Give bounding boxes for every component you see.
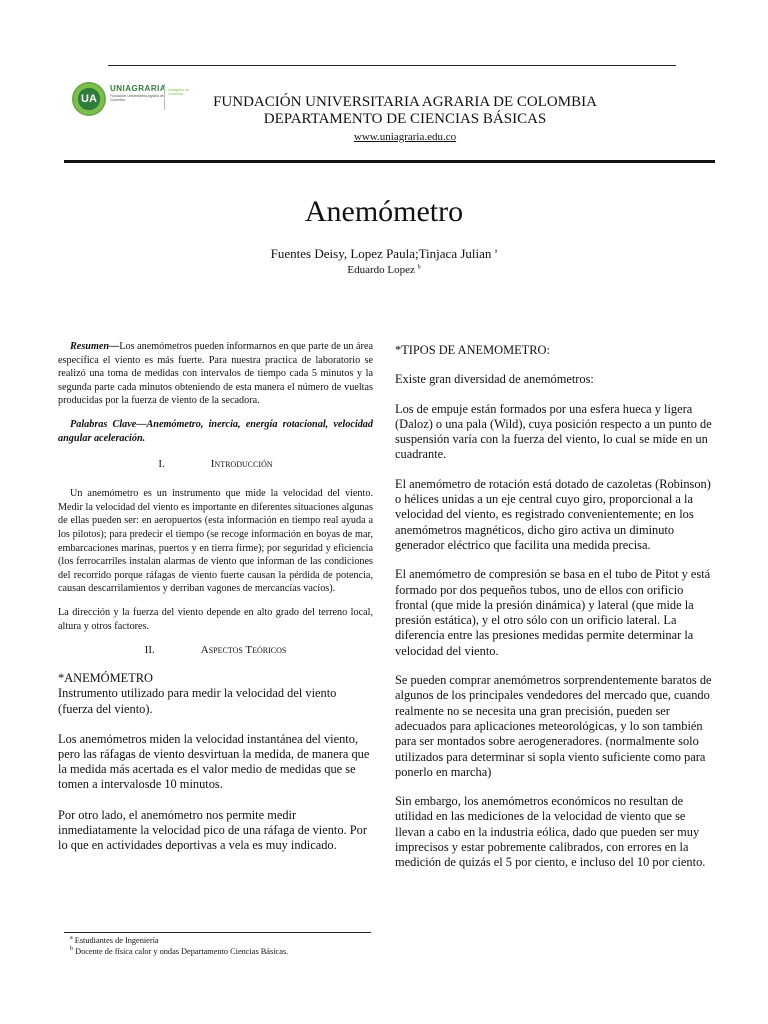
anemometro-definition: Instrumento utilizado para medir la velocidad del viento (fuerza del viento). xyxy=(58,686,337,716)
logo-emblem: UA xyxy=(72,82,106,116)
authors-line-1 xyxy=(0,246,768,262)
authors-teacher: Eduardo Lopez xyxy=(347,264,415,276)
top-rule xyxy=(108,65,676,66)
abstract xyxy=(58,340,373,408)
uniagraria-logo-icon xyxy=(66,70,198,132)
anemometro-paragraph-3: Por otro lado, el anemómetro nos permite medir inmediatamente la velocidad pico de una ráfaga de viento. Por lo que en actividades deportivas a vela es muy indicado. xyxy=(58,807,367,852)
author-mark-b: b xyxy=(417,264,421,271)
tipos-paragraph-2: Los de empuje están formados por una esfera hueca y ligera (Daloz) o una pala (Wild), cuya posición respecto a un punto de suspensión varía con la fuerza del viento, lo cual se mide en un cuadrante. xyxy=(395,401,712,462)
intro-paragraph-2: La dirección y la fuerza del viento depende en alto grado del terreno local, altura y otros factores. xyxy=(58,606,373,632)
abstract-label: Resumen— xyxy=(70,341,120,352)
footnote-rule xyxy=(64,932,371,933)
footnote-a: $^a$ Estudiantes de Ingeniería xyxy=(70,935,159,945)
footnote-b: $^b$ Docente de física calor y ondas Departamento Ciencias Básicas. xyxy=(70,946,289,956)
authors-students: Fuentes Deisy, Lopez Paula;Tinjaca Julian xyxy=(270,246,492,261)
tipos-paragraph-5: Se pueden comprar anemómetros sorprendentemente baratos de algunos de los principales vendedores del mercado que, cuando realmente no se necesita una gran precisión, pueden ser adecuados para aplicaciones meteorológicas, y lo son también para ser montados sobre aerogeneradores. (normalmente solo utilizados para determinar si sopla viento suficiente como para ponerlo en marcha) xyxy=(395,673,712,779)
section-heading-introduccion: I. Introducción xyxy=(158,458,273,471)
header-rule xyxy=(64,160,715,163)
keywords: Palabras Clave—Anemómetro, inercia, energía rotacional, velocidad angular aceleración. xyxy=(58,418,373,444)
tipos-paragraph-1: Existe gran diversidad de anemómetros: xyxy=(395,372,594,387)
anemometro-paragraph-2: Los anemómetros miden la velocidad instantánea del viento, pero las ráfagas de viento desvirtuan la medida, de manera que la medida más acertada es el valor medio de medidas que se tomen a intervalosde 10 minutos. xyxy=(58,731,370,792)
institution-header xyxy=(200,94,610,144)
authors-line-2 xyxy=(0,263,768,277)
tipos-paragraph-6: Sin embargo, los anemómetros económicos no resultan de utilidad en las mediciones de la velocidad de viento que se llevan a cabo en la industria eólica, dado que pueden ser muy imprecisos y estar pobremente calibrados, con errores en la medición de quizás el 5 por ciento, e incluso del 10 por ciento. xyxy=(395,794,706,870)
institution-url[interactable]: www.uniagraria.edu.co xyxy=(353,131,457,143)
logo-brand: UNIAGRARIA xyxy=(110,84,167,93)
author-mark-a: a xyxy=(494,248,498,255)
abstract-text: Los anemómetros pueden informarnos en que parte de un área específica el viento es más fuerte. Para nuestra practica de laboratorio se realizó una toma de medidas con intervalos de tiempo cada 5 minutos y la segunda parte cada minutos obteniendo de esta manera el número de vueltas producidas por la fuerza de viento de la secadora. xyxy=(58,341,373,407)
tipos-paragraph-4: El anemómetro de compresión se basa en el tubo de Pitot y está formado por dos pequeños tubos, uno de ellos con orificio frontal (que mide la presión dinámica) y lateral (que mide la presión estática), y el otro sólo con un orificio lateral. La diferencia entre las presiones medidas permite determinar la velocidad del viento. xyxy=(395,567,711,658)
paper-title: Anemómetro xyxy=(304,195,464,228)
institution-name: FUNDACIÓN UNIVERSITARIA AGRARIA DE COLOMBIA xyxy=(213,94,597,110)
left-column xyxy=(58,340,373,853)
footnotes xyxy=(70,935,380,957)
logo-separator xyxy=(164,84,165,110)
anemometro-heading: *ANEMÓMETRO xyxy=(58,671,153,686)
tipos-paragraph-3: El anemómetro de rotación está dotado de cazoletas (Robinson) o hélices unidas a un eje central cuyo giro, proporcional a la velocidad del viento, es registrado convenientemente; en los anemómetros magnéticos, dicho giro activa un diminuto generador eléctrico que facilita una medida precisa. xyxy=(395,476,711,552)
tipos-heading: *TIPOS DE ANEMOMETRO: xyxy=(395,343,550,357)
right-column xyxy=(395,343,715,871)
logo-brand-sub: Fundación Universitaria Agraria de Colombia xyxy=(110,94,164,102)
section-heading-aspectos: II. Aspectos Teóricos xyxy=(144,644,287,657)
department-name: DEPARTAMENTO DE CIENCIAS BÁSICAS xyxy=(263,111,547,127)
logo-tagline: Uniagraria de Colombia xyxy=(168,88,190,96)
intro-paragraph-1: Un anemómetro es un instrumento que mide la velocidad del viento. Medir la velocidad del viento es importante en diferentes situaciones algunas de ellas pueden ser: en aeropuertos (esta información en tiempo real ayuda a los pilotos); para predecir el tiempo (se recoge información en boyas de mar, embarcaciones marinas, puertos y en tierra firme); por seguridad y eficiencia (los ferrocarriles instalan alarmas de viento que informan de las condiciones del recorrido porque ráfagas de viento fuerte causan la pérdida de potencia, causan descarrilamientos y derriban vagones de mercancías vacíos). xyxy=(58,488,373,595)
